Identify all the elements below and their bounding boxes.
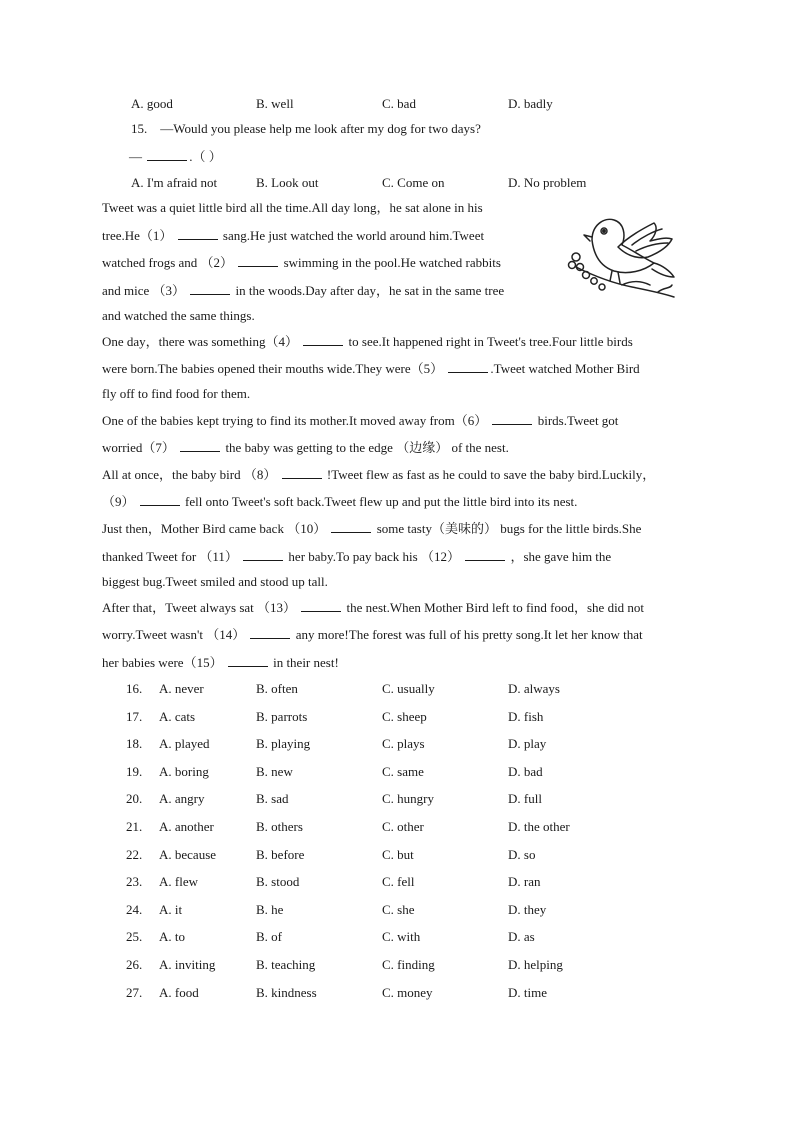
passage-text: tree.He（1）: [102, 228, 173, 243]
option-d: D. play: [508, 736, 547, 752]
q15-option-a: A. I'm afraid not: [131, 175, 218, 190]
passage-text: swimming in the pool.He watched rabbits: [283, 255, 501, 270]
passage-text: some tasty（美味的） bugs for the little birds.She: [376, 521, 642, 536]
passage-line-18: [102, 652, 339, 672]
passage-line-6: [102, 331, 633, 351]
passage-line-10: [102, 437, 509, 457]
passage-text: worry.Tweet wasn't （14）: [102, 627, 246, 642]
passage-text: watched frogs and （2）: [102, 255, 234, 270]
passage-line-5: and watched the same things.: [102, 308, 255, 323]
passage-line-4: [102, 280, 504, 300]
blank-6: [492, 410, 532, 425]
blank-1: [178, 225, 218, 240]
q15-option-b: B. Look out: [256, 175, 319, 190]
question-number: 23.: [126, 874, 143, 890]
option-a: A. because: [159, 846, 217, 862]
option-b: B. often: [256, 681, 298, 696]
question-number: 17.: [126, 708, 143, 724]
option-a: A. it: [159, 901, 183, 917]
bird-illustration: [562, 205, 682, 305]
question-number: 26.: [126, 957, 143, 972]
passage-text: in the woods.Day after day，he sat in the same tree: [235, 283, 505, 298]
option-c: C. but: [382, 846, 414, 862]
option-d: D. fish: [508, 708, 544, 724]
passage-text: any more!The forest was full of his pretty song.It let her know that: [295, 627, 643, 642]
q15-option-c: C. Come on: [382, 175, 445, 190]
passage-line-16: [102, 597, 644, 617]
passage-text: and mice （3）: [102, 283, 186, 298]
option-b: B. before: [256, 846, 305, 862]
option-d: D. ran: [508, 874, 541, 890]
blank-10: [331, 518, 371, 533]
q15-number: 15.: [131, 121, 148, 136]
passage-text: worried（7）: [102, 440, 175, 455]
passage-line-17: [102, 624, 643, 644]
option-b: B. kindness: [256, 984, 317, 1000]
blank-4: [303, 331, 343, 346]
passage-line-8: fly off to find food for them.: [102, 386, 251, 401]
option-c: C. fell: [382, 874, 415, 890]
option-c: C. hungry: [382, 791, 434, 807]
option-c: C. sheep: [382, 708, 427, 724]
passage-text: the baby was getting to the edge （边缘） of the nest.: [225, 440, 509, 455]
option-b: B. parrots: [256, 708, 308, 724]
passage-line-9: [102, 410, 618, 430]
blank-2: [238, 252, 278, 267]
option-b: B. playing: [256, 736, 311, 752]
option-a: A. boring: [159, 763, 209, 779]
passage-text: After that，Tweet always sat （13）: [102, 600, 297, 615]
passage-text: （9）: [102, 494, 135, 509]
option-a: A. angry: [159, 791, 205, 807]
passage-text: Just then，Mother Bird came back （10）: [102, 521, 327, 536]
passage-line-14: [102, 546, 611, 566]
passage-text: were born.The babies opened their mouths wide.They were（5）: [102, 361, 444, 376]
q15-answer-suffix: .（ ）: [189, 149, 222, 164]
option-a: A. to: [159, 929, 185, 945]
passage-line-13: [102, 518, 641, 538]
option-d: D. always: [508, 681, 560, 696]
blank-15: [228, 652, 268, 667]
option-b: B. he: [256, 901, 284, 917]
q14-option-c: C. bad: [382, 96, 416, 111]
option-a: A. inviting: [159, 957, 216, 972]
q15-answer-line: [129, 146, 222, 167]
option-c: C. she: [382, 901, 415, 917]
passage-text: One day，there was something（4）: [102, 334, 299, 349]
passage-text: One of the babies kept trying to find its mother.It moved away from（6）: [102, 413, 488, 428]
blank-14: [250, 624, 290, 639]
option-a: A. never: [159, 681, 204, 696]
option-c: C. money: [382, 984, 433, 1000]
blank-11: [243, 546, 283, 561]
option-a: A. played: [159, 736, 210, 752]
question-number: 22.: [126, 846, 143, 862]
question-number: 18.: [126, 736, 143, 752]
passage-text: thanked Tweet for （11）: [102, 549, 238, 564]
question-number: 16.: [126, 681, 143, 696]
q15-answer-prefix: —: [129, 149, 142, 164]
question-number: 24.: [126, 901, 143, 917]
option-d: D. full: [508, 791, 542, 807]
option-a: A. cats: [159, 708, 196, 724]
blank-7: [180, 437, 220, 452]
question-number: 27.: [126, 984, 143, 1000]
option-c: C. finding: [382, 957, 435, 972]
option-d: D. bad: [508, 763, 543, 779]
passage-text: her baby.To pay back his （12）: [288, 549, 460, 564]
option-d: D. helping: [508, 957, 563, 972]
passage-line-2: [102, 225, 484, 245]
blank-12: [465, 546, 505, 561]
q15-option-d: D. No problem: [508, 175, 587, 190]
passage-line-12: [102, 491, 577, 511]
blank-5: [448, 358, 488, 373]
passage-line-3: [102, 252, 501, 272]
option-b: B. sad: [256, 791, 289, 807]
blank-8: [282, 464, 322, 479]
option-d: D. the other: [508, 819, 570, 834]
blank-3: [190, 280, 230, 295]
q15-question: —Would you please help me look after my dog for two days?: [160, 121, 481, 136]
passage-text: sang.He just watched the world around him.Tweet: [222, 228, 485, 243]
passage-line-15: biggest bug.Tweet smiled and stood up tall.: [102, 574, 328, 589]
passage-text: her babies were（15）: [102, 655, 223, 670]
passage-line-7: [102, 358, 640, 378]
passage-text: in their nest!: [273, 655, 339, 670]
question-number: 19.: [126, 763, 143, 779]
option-d: D. time: [508, 984, 547, 1000]
option-d: D. so: [508, 846, 536, 862]
passage-text: All at once，the baby bird （8）: [102, 467, 277, 482]
option-a: A. flew: [159, 874, 198, 890]
option-b: B. stood: [256, 874, 300, 890]
option-c: C. other: [382, 819, 424, 834]
option-c: C. with: [382, 929, 421, 945]
option-c: C. plays: [382, 736, 425, 752]
option-b: B. of: [256, 929, 282, 945]
q14-option-b: B. well: [256, 96, 294, 111]
question-number: 25.: [126, 929, 143, 945]
passage-text: to see.It happened right in Tweet's tree.Four little birds: [348, 334, 633, 349]
option-b: B. others: [256, 819, 303, 834]
question-number: 21.: [126, 819, 143, 834]
option-a: A. food: [159, 984, 199, 1000]
passage-text: ，she gave him the: [510, 549, 612, 564]
passage-text: fell onto Tweet's soft back.Tweet flew up and put the little bird into its nest.: [185, 494, 578, 509]
blank-9: [140, 491, 180, 506]
passage-text: !Tweet flew as fast as he could to save the baby bird.Luckily，: [326, 467, 656, 482]
option-b: B. teaching: [256, 957, 316, 972]
option-a: A. another: [159, 819, 214, 834]
passage-text: birds.Tweet got: [537, 413, 619, 428]
option-b: B. new: [256, 763, 293, 779]
option-d: D. they: [508, 901, 547, 917]
q14-option-a: A. good: [131, 96, 173, 111]
passage-text: .Tweet watched Mother Bird: [490, 361, 640, 376]
question-number: 20.: [126, 791, 143, 807]
q15-question-line: [131, 119, 481, 139]
q14-option-d: D. badly: [508, 96, 553, 111]
passage-line-1: Tweet was a quiet little bird all the time.All day long，he sat alone in his: [102, 200, 483, 215]
option-d: D. as: [508, 929, 535, 945]
passage-text: the nest.When Mother Bird left to find food，she did not: [346, 600, 645, 615]
option-c: C. same: [382, 763, 424, 779]
blank-13: [301, 597, 341, 612]
option-c: C. usually: [382, 681, 435, 696]
q15-blank: [147, 146, 187, 161]
passage-line-11: [102, 464, 655, 484]
